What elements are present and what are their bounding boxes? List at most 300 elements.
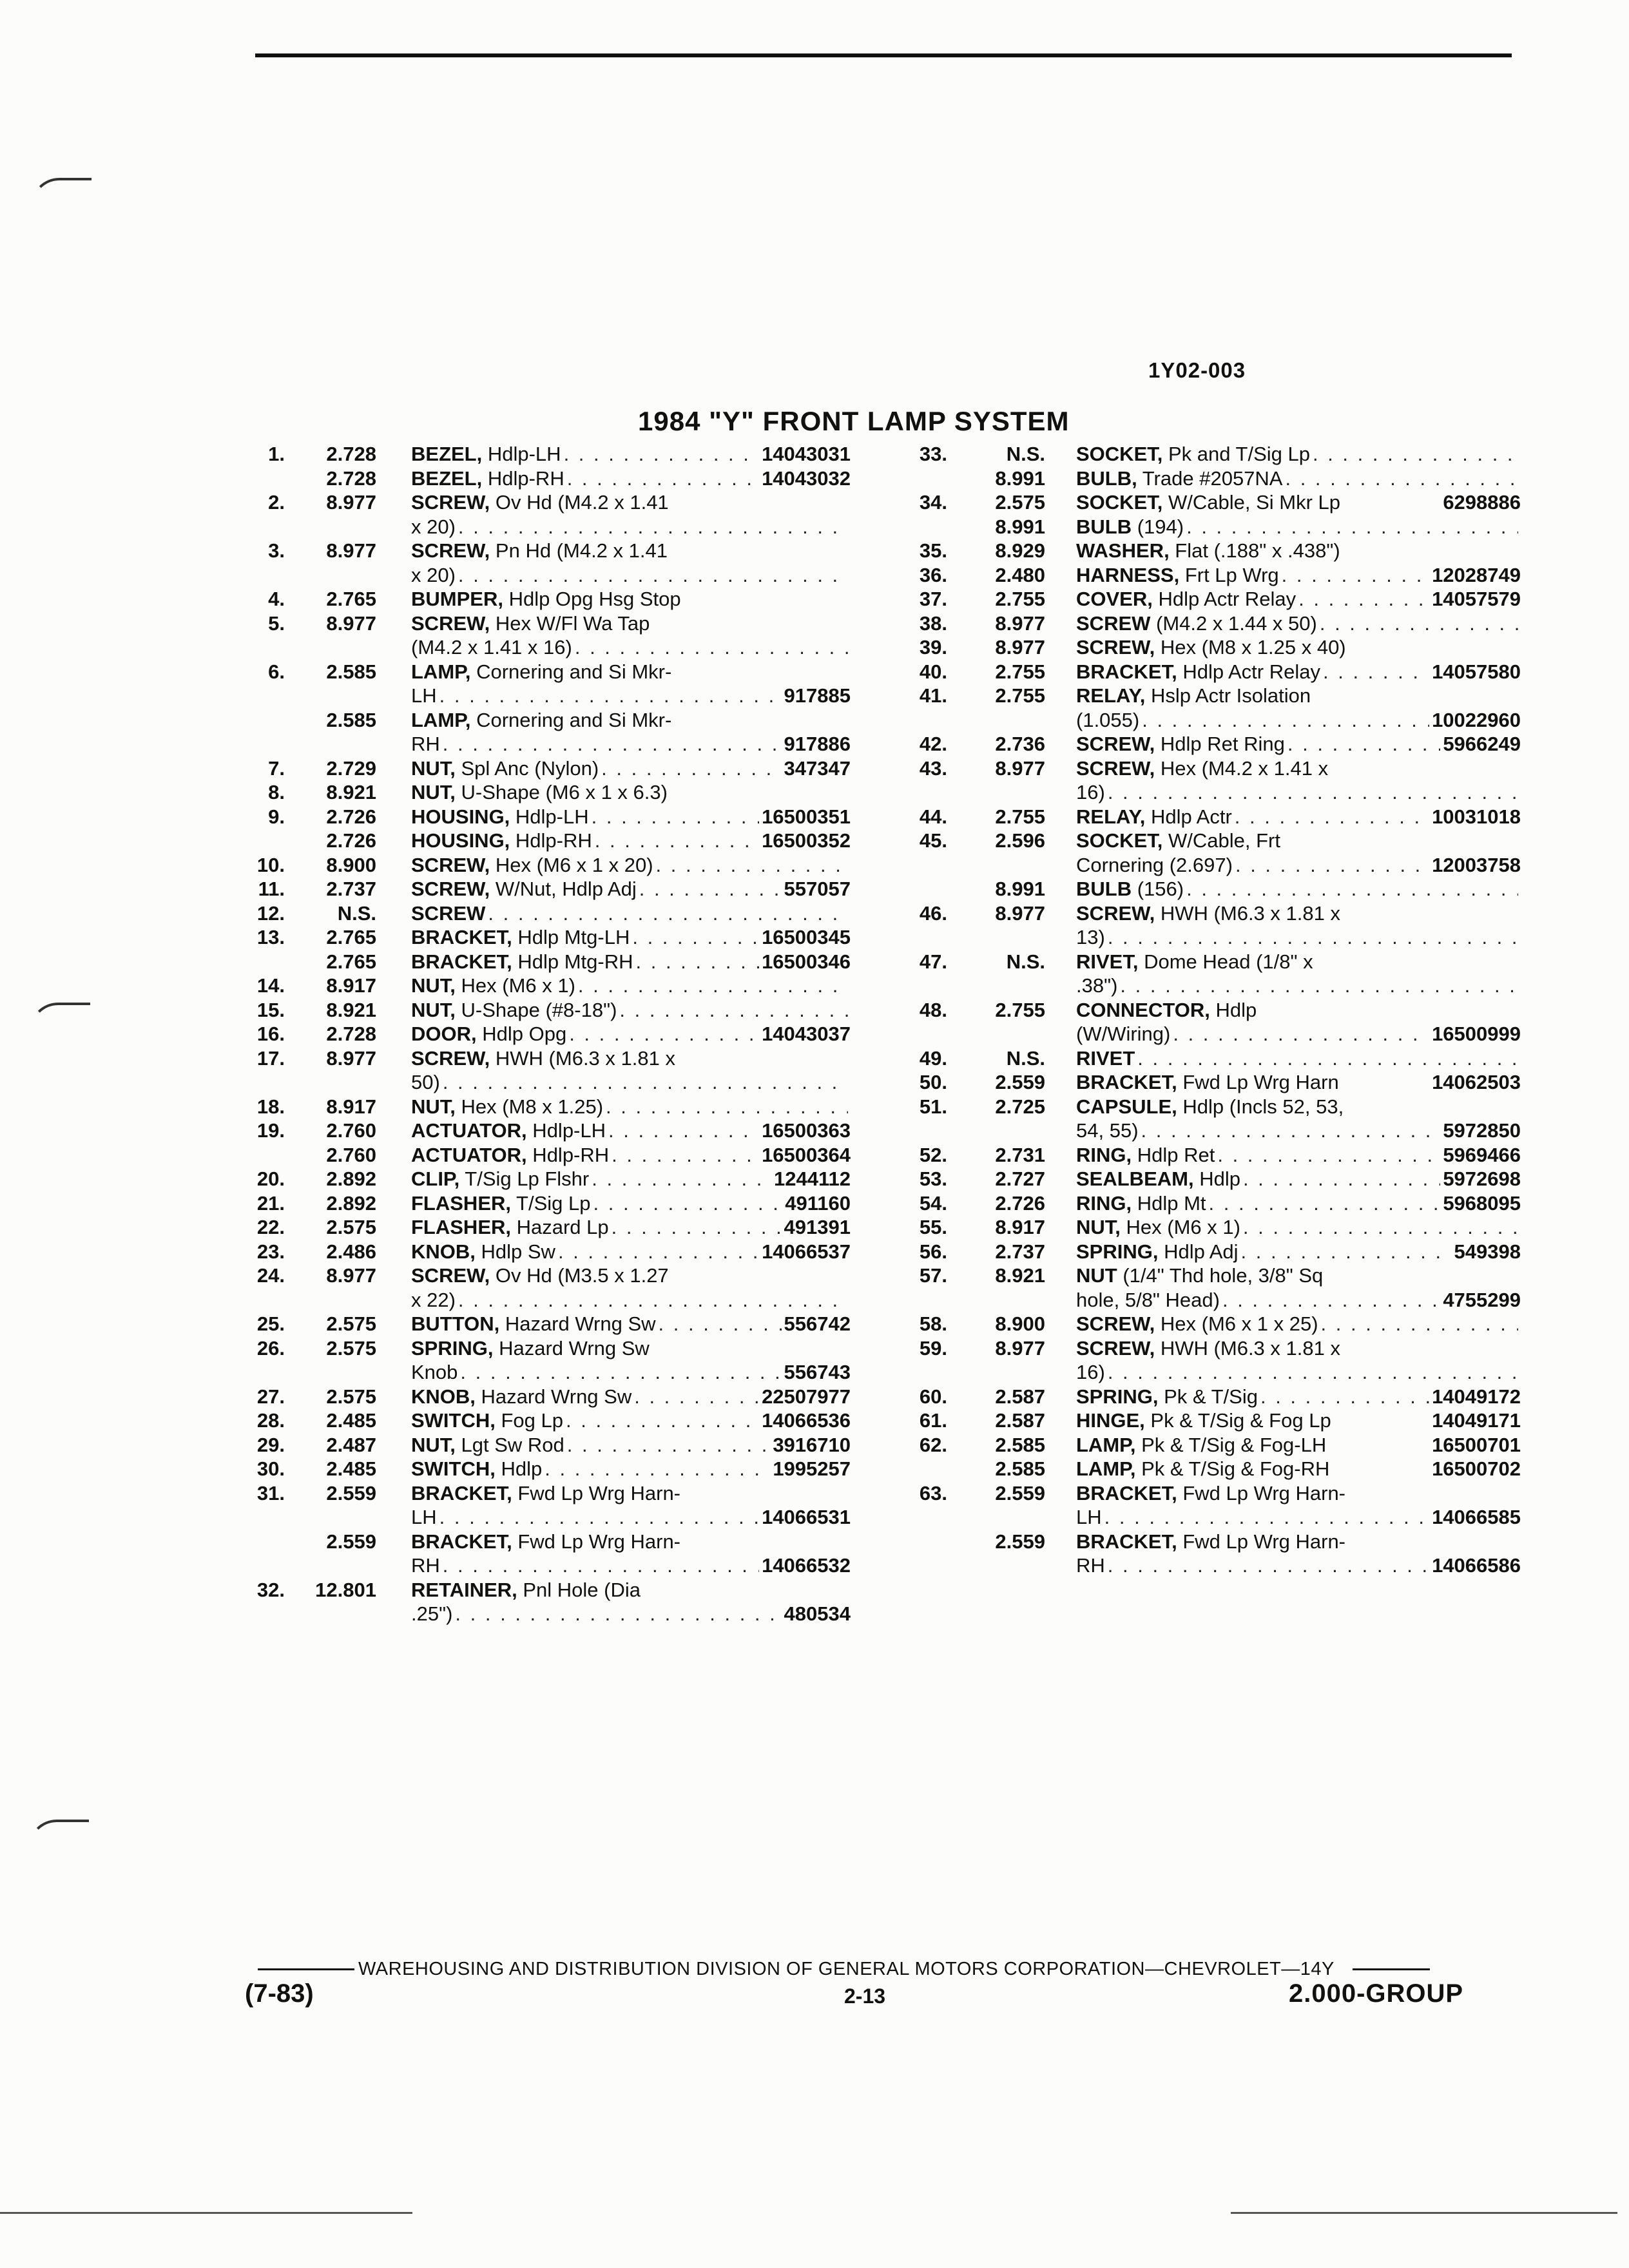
bottom-rule-left xyxy=(0,2212,412,2214)
leader-dots xyxy=(1108,1553,1429,1578)
description-line xyxy=(1076,1360,1521,1385)
footer-rule-right xyxy=(1353,1968,1430,1970)
group-number: 8.977 xyxy=(995,756,1045,780)
description-text xyxy=(411,1553,440,1578)
part-detail: T/Sig Lp Flshr xyxy=(459,1168,590,1190)
group-number: 2.728 xyxy=(326,466,376,490)
group-number: 2.559 xyxy=(326,1481,376,1504)
item-number: 36. xyxy=(919,563,947,586)
part-detail: hole, 5/8" Head) xyxy=(1076,1288,1220,1311)
leader-dots xyxy=(578,974,848,998)
description-text xyxy=(411,1240,555,1264)
leader-dots xyxy=(601,756,781,781)
part-item xyxy=(245,1143,851,1168)
item-number: 32. xyxy=(256,1578,285,1601)
item-number: 10. xyxy=(256,853,285,876)
description-line xyxy=(1076,1433,1521,1457)
part-detail: U-Shape (M6 x 1 x 6.3) xyxy=(455,781,668,803)
part-item xyxy=(896,756,1521,805)
description-text xyxy=(1076,1143,1215,1168)
group-number: 2.587 xyxy=(995,1409,1045,1432)
part-name: SCREW xyxy=(411,901,486,925)
part-number: 10031018 xyxy=(1432,805,1521,828)
part-item xyxy=(896,1457,1521,1481)
description-text xyxy=(411,1070,440,1095)
description-line xyxy=(1076,1336,1521,1361)
description-line xyxy=(1076,1095,1521,1119)
description-text xyxy=(411,829,592,853)
description-text xyxy=(1076,1191,1206,1216)
group-number: 2.755 xyxy=(995,805,1045,828)
description-text xyxy=(1076,563,1279,588)
description-line xyxy=(411,1022,851,1046)
part-item xyxy=(245,587,851,611)
description-line xyxy=(1076,1553,1521,1578)
part-name: BRACKET, xyxy=(1076,1481,1177,1504)
part-item xyxy=(245,901,851,926)
group-number: 2.559 xyxy=(995,1530,1045,1553)
leader-dots xyxy=(566,1408,759,1433)
part-detail: Ov Hd (M4.2 x 1.41 xyxy=(490,491,669,514)
part-description xyxy=(1076,1070,1521,1095)
part-description xyxy=(411,1240,851,1264)
description-text xyxy=(1076,1385,1258,1409)
item-number: 3. xyxy=(268,539,285,562)
part-name: SCREW, xyxy=(411,853,490,876)
part-description xyxy=(411,950,851,974)
part-item xyxy=(245,998,851,1023)
part-number: 16500345 xyxy=(762,926,851,948)
group-number: 8.929 xyxy=(995,539,1045,562)
part-detail: Hdlp xyxy=(495,1457,543,1480)
description-line xyxy=(411,1602,851,1626)
item-number: 2. xyxy=(268,491,285,514)
leader-dots xyxy=(558,1240,759,1264)
item-number: 27. xyxy=(256,1385,285,1408)
description-text xyxy=(411,805,589,829)
part-description xyxy=(1076,901,1521,950)
description-text xyxy=(411,1360,458,1385)
part-number: 14043032 xyxy=(762,466,851,490)
part-description xyxy=(1076,490,1521,515)
leader-dots xyxy=(575,635,848,660)
part-detail: Frt Lp Wrg xyxy=(1179,563,1279,586)
item-number: 50. xyxy=(919,1071,947,1093)
item-number: 61. xyxy=(919,1409,947,1432)
part-detail: RH xyxy=(411,1554,440,1577)
part-name: SCREW, xyxy=(1076,756,1155,780)
part-name: CAPSULE, xyxy=(1076,1095,1177,1118)
description-text xyxy=(411,1215,609,1240)
group-number: 2.736 xyxy=(995,733,1045,755)
part-number: 14066536 xyxy=(762,1409,851,1432)
part-detail: Hex (M6 x 1 x 25) xyxy=(1155,1312,1318,1335)
part-description xyxy=(1076,660,1521,684)
item-number: 21. xyxy=(256,1191,285,1215)
part-detail: Pk and T/Sig Lp xyxy=(1162,443,1310,465)
item-number: 31. xyxy=(256,1481,285,1504)
part-description xyxy=(411,829,851,853)
part-description xyxy=(1076,442,1521,466)
footer-division-text: WAREHOUSING AND DISTRIBUTION DIVISION OF GENERAL MOTORS CORPORATION—CHEVROLET—14Y xyxy=(358,1959,1335,1979)
binder-mark-bottom xyxy=(28,1820,89,1848)
part-detail: Hazard Wrng Sw xyxy=(475,1385,632,1408)
part-name: NUT, xyxy=(411,1095,456,1118)
item-number: 20. xyxy=(256,1168,285,1190)
part-name: DOOR, xyxy=(411,1023,477,1045)
group-number: 2.737 xyxy=(326,878,376,900)
leader-dots xyxy=(488,901,848,926)
part-description xyxy=(411,756,851,781)
part-item xyxy=(896,660,1521,684)
description-line xyxy=(1076,1022,1521,1046)
group-number: 8.900 xyxy=(326,853,376,876)
part-description xyxy=(1076,877,1521,901)
part-detail: Pn Hd (M4.2 x 1.41 xyxy=(490,539,668,562)
part-item xyxy=(245,466,851,491)
description-text xyxy=(411,1046,675,1071)
description-line xyxy=(411,587,851,611)
part-detail: Hdlp Actr xyxy=(1145,805,1232,828)
part-description xyxy=(411,708,851,756)
group-number: N.S. xyxy=(1006,1046,1045,1070)
part-number: 10022960 xyxy=(1432,708,1521,731)
part-number: 16500346 xyxy=(762,950,851,973)
part-number: 16500702 xyxy=(1432,1457,1521,1480)
description-line xyxy=(411,853,851,878)
description-line xyxy=(1076,756,1521,781)
description-line xyxy=(411,563,851,588)
part-item xyxy=(245,1385,851,1409)
leader-dots xyxy=(1320,611,1518,636)
item-number: 4. xyxy=(268,588,285,610)
part-name: BRACKET, xyxy=(411,950,512,973)
part-detail: Hdlp (Incls 52, 53, xyxy=(1177,1095,1344,1118)
description-line xyxy=(411,829,851,853)
item-number: 37. xyxy=(919,588,947,610)
part-name: FLASHER, xyxy=(411,1216,511,1238)
description-line xyxy=(411,1530,851,1554)
leader-dots xyxy=(608,1119,759,1143)
part-detail: Fog Lp xyxy=(495,1409,563,1432)
part-detail: Hdlp Mtg-LH xyxy=(512,926,630,948)
description-text xyxy=(1076,1481,1345,1506)
part-description xyxy=(411,490,851,539)
part-detail: Hex (M6 x 1 x 20) xyxy=(490,853,653,876)
part-number: 14066586 xyxy=(1432,1554,1521,1577)
description-text xyxy=(1076,901,1340,926)
group-number: 2.485 xyxy=(326,1409,376,1432)
part-description xyxy=(1076,563,1521,588)
description-line xyxy=(1076,877,1521,901)
part-number: 12003758 xyxy=(1432,853,1521,876)
description-text xyxy=(1076,539,1340,563)
item-number: 49. xyxy=(919,1046,947,1070)
part-detail: x 20) xyxy=(411,515,456,538)
part-description xyxy=(411,442,851,466)
part-name: BRACKET, xyxy=(411,1481,512,1504)
part-detail: Pk & T/Sig & Fog-LH xyxy=(1135,1433,1327,1456)
part-detail: (194) xyxy=(1132,515,1184,538)
item-number: 22. xyxy=(256,1216,285,1238)
leader-dots xyxy=(1282,563,1429,588)
description-text xyxy=(1076,1408,1331,1433)
part-detail: Hdlp Ret Ring xyxy=(1155,733,1285,755)
description-text xyxy=(411,539,668,563)
part-detail: Hdlp-RH xyxy=(510,829,592,852)
part-detail: Flat (.188" x .438") xyxy=(1169,539,1340,562)
group-number: 2.480 xyxy=(995,563,1045,586)
part-name: SOCKET, xyxy=(1076,443,1163,465)
description-text xyxy=(1076,1433,1326,1457)
part-item xyxy=(896,466,1521,491)
part-item xyxy=(245,805,851,829)
part-item xyxy=(245,950,851,974)
part-name: NUT, xyxy=(411,756,456,780)
part-number: 491391 xyxy=(784,1216,851,1238)
description-text xyxy=(411,466,564,491)
part-number: 14043037 xyxy=(762,1023,851,1045)
part-detail: Pk & T/Sig & Fog Lp xyxy=(1144,1409,1331,1432)
leader-dots xyxy=(1209,1191,1441,1216)
description-text xyxy=(411,1264,669,1288)
group-number: 2.755 xyxy=(995,588,1045,610)
group-number: 8.900 xyxy=(995,1312,1045,1335)
part-detail: Pk & T/Sig xyxy=(1158,1385,1258,1408)
description-line xyxy=(411,684,851,708)
part-item xyxy=(896,1264,1521,1312)
part-description xyxy=(411,780,851,805)
leader-dots xyxy=(564,442,760,466)
part-name: KNOB, xyxy=(411,1240,476,1263)
part-number: 5966249 xyxy=(1443,733,1521,755)
part-detail: (M4.2 x 1.41 x 16) xyxy=(411,636,572,658)
item-number xyxy=(245,829,285,853)
part-description xyxy=(411,1143,851,1168)
part-item xyxy=(896,805,1521,829)
part-item xyxy=(245,1119,851,1143)
description-line xyxy=(411,635,851,660)
leader-dots xyxy=(592,805,759,829)
description-line xyxy=(411,1095,851,1119)
description-text xyxy=(411,950,633,974)
group-number: 2.755 xyxy=(995,684,1045,707)
description-line xyxy=(411,1408,851,1433)
description-line xyxy=(1076,466,1521,491)
part-description xyxy=(1076,756,1521,805)
part-name: BRACKET, xyxy=(411,1530,512,1553)
leader-dots xyxy=(545,1457,770,1481)
part-description xyxy=(411,1312,851,1336)
part-detail: Hex (M8 x 1.25) xyxy=(455,1095,604,1118)
item-number: 51. xyxy=(919,1095,947,1118)
group-number: 2.727 xyxy=(995,1168,1045,1190)
bottom-rule-right xyxy=(1231,2212,1617,2214)
part-description xyxy=(1076,1530,1521,1578)
part-item xyxy=(245,756,851,781)
description-line xyxy=(411,466,851,491)
part-detail: (M4.2 x 1.44 x 50) xyxy=(1150,611,1317,635)
leader-dots xyxy=(439,1505,759,1530)
description-text xyxy=(411,1457,542,1481)
part-description xyxy=(1076,732,1521,756)
part-detail: Ov Hd (M3.5 x 1.27 xyxy=(490,1264,669,1287)
description-line xyxy=(1076,442,1521,466)
item-number: 5. xyxy=(268,611,285,635)
group-number: 2.892 xyxy=(326,1168,376,1190)
part-description xyxy=(1076,1312,1521,1336)
description-text xyxy=(411,611,650,636)
item-number xyxy=(245,708,285,756)
part-name: BULB xyxy=(1076,878,1132,900)
part-name: NUT, xyxy=(411,781,456,803)
description-line xyxy=(1076,853,1521,878)
description-text xyxy=(1076,442,1310,466)
part-detail: Hdlp xyxy=(1210,998,1257,1021)
group-number: 2.726 xyxy=(326,805,376,828)
description-line xyxy=(1076,925,1521,950)
description-text xyxy=(411,1336,650,1361)
leader-dots xyxy=(458,1288,848,1312)
part-item xyxy=(896,1070,1521,1095)
part-number: 14066531 xyxy=(762,1506,851,1528)
item-number: 25. xyxy=(256,1312,285,1335)
leader-dots xyxy=(1108,925,1518,950)
part-number: 14066532 xyxy=(762,1554,851,1577)
description-line xyxy=(411,756,851,781)
part-description xyxy=(411,877,851,901)
part-name: SCREW, xyxy=(1076,901,1155,925)
part-item xyxy=(896,1240,1521,1264)
part-detail: Hdlp Opg Hsg Stop xyxy=(503,588,681,610)
description-text xyxy=(411,1143,609,1168)
description-line xyxy=(411,950,851,974)
leader-dots xyxy=(567,1433,771,1457)
item-number: 56. xyxy=(919,1240,947,1263)
leader-dots xyxy=(1235,805,1429,829)
part-description xyxy=(411,1167,851,1191)
description-line xyxy=(411,1312,851,1336)
part-detail: x 22) xyxy=(411,1288,456,1311)
description-text xyxy=(411,1505,437,1530)
part-name: SCREW xyxy=(1076,611,1151,635)
description-line xyxy=(411,1119,851,1143)
part-detail: Hdlp-RH xyxy=(482,466,564,490)
group-number: 2.559 xyxy=(326,1530,376,1553)
footer-group: 2.000-GROUP xyxy=(1289,1979,1464,2008)
item-number: 40. xyxy=(919,660,947,683)
item-number: 62. xyxy=(919,1433,947,1456)
description-line xyxy=(411,1070,851,1095)
part-detail: Hdlp Actr Relay xyxy=(1152,588,1296,610)
description-line xyxy=(411,901,851,926)
part-name: RIVET xyxy=(1076,1046,1135,1070)
part-item xyxy=(245,490,851,539)
description-line xyxy=(411,1505,851,1530)
part-number: 1995257 xyxy=(773,1457,851,1480)
description-line xyxy=(411,1553,851,1578)
part-item xyxy=(896,635,1521,660)
part-item xyxy=(896,829,1521,877)
group-number: 12.801 xyxy=(315,1578,376,1601)
description-line xyxy=(1076,684,1521,708)
group-number: 2.596 xyxy=(995,829,1045,852)
part-name: NUT, xyxy=(411,998,456,1021)
leader-dots xyxy=(656,853,848,878)
description-line xyxy=(1076,1264,1521,1288)
part-detail: RH xyxy=(411,733,440,755)
part-description xyxy=(1076,466,1521,491)
description-line xyxy=(411,1240,851,1264)
description-line xyxy=(411,877,851,901)
group-number: 8.977 xyxy=(326,1046,376,1070)
leader-dots xyxy=(1243,1215,1518,1240)
description-text xyxy=(1076,1505,1102,1530)
part-description xyxy=(411,1336,851,1385)
part-detail: x 20) xyxy=(411,563,456,586)
part-description xyxy=(411,1578,851,1626)
group-number: 2.575 xyxy=(326,1385,376,1408)
part-name: LAMP, xyxy=(1076,1457,1136,1480)
part-number: 16500364 xyxy=(762,1143,851,1166)
description-text xyxy=(1076,877,1184,901)
part-description xyxy=(1076,829,1521,877)
part-name: SCREW, xyxy=(411,1046,490,1070)
description-text xyxy=(1076,635,1346,660)
part-description xyxy=(1076,998,1521,1046)
description-text xyxy=(411,1578,641,1602)
part-name: BEZEL, xyxy=(411,443,483,465)
leader-dots xyxy=(1104,1505,1429,1530)
part-item xyxy=(245,853,851,878)
part-description xyxy=(411,1530,851,1578)
document-id: 1Y02-003 xyxy=(1148,358,1246,382)
item-number: 8. xyxy=(268,781,285,803)
description-text xyxy=(1076,1336,1340,1361)
part-name: ACTUATOR, xyxy=(411,1119,527,1142)
item-number xyxy=(896,877,947,901)
description-text xyxy=(1076,1046,1135,1071)
group-number: 2.729 xyxy=(326,756,376,780)
description-text xyxy=(411,974,575,998)
part-item xyxy=(896,732,1521,756)
description-text xyxy=(411,1530,680,1554)
description-line xyxy=(1076,635,1521,660)
item-number: 17. xyxy=(256,1046,285,1070)
part-name: SCREW, xyxy=(411,878,490,900)
part-item xyxy=(896,587,1521,611)
group-number: 2.486 xyxy=(326,1240,376,1263)
footer-date: (7-83) xyxy=(245,1979,314,2008)
part-item xyxy=(896,563,1521,588)
part-item xyxy=(896,877,1521,901)
part-item xyxy=(245,780,851,805)
part-item xyxy=(896,1095,1521,1143)
part-detail: LH xyxy=(411,684,437,707)
description-line xyxy=(1076,974,1521,998)
description-text xyxy=(411,708,671,733)
description-text xyxy=(411,1433,564,1457)
description-line xyxy=(1076,587,1521,611)
description-line xyxy=(411,925,851,950)
part-description xyxy=(411,925,851,950)
leader-dots xyxy=(606,1095,848,1119)
part-detail: W/Cable, Frt xyxy=(1162,829,1280,852)
description-line xyxy=(411,1191,851,1216)
item-number xyxy=(245,466,285,491)
group-number: 2.765 xyxy=(326,926,376,948)
part-detail: Dome Head (1/8" x xyxy=(1138,950,1313,973)
